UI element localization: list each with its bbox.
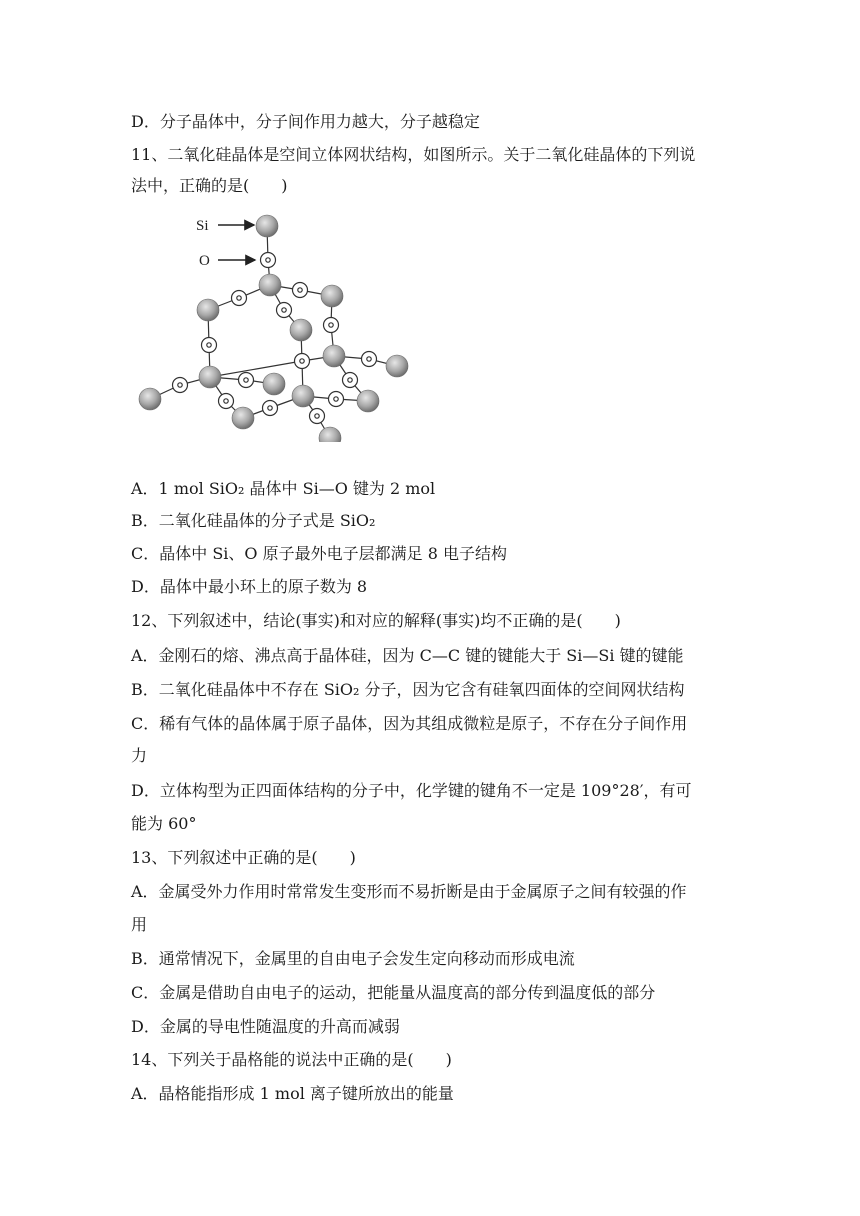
option-10d: D．分子晶体中，分子间作用力越大，分子越稳定: [131, 112, 480, 131]
option-13a: A．金属受外力作用时常常发生变形而不易折断是由于金属原子之间有较强的作: [131, 882, 687, 901]
option-12c-cont: 力: [131, 746, 148, 765]
option-14a: A．晶格能指形成 1 mol 离子键所放出的能量: [131, 1084, 454, 1103]
option-11a: A．1 mol SiO₂ 晶体中 Si—O 键为 2 mol: [131, 479, 436, 498]
option-13b: B．通常情况下，金属里的自由电子会发生定向移动而形成电流: [131, 949, 575, 968]
option-12d-cont: 能为 60°: [131, 814, 197, 833]
question-11-stem: 11、二氧化硅晶体是空间立体网状结构，如图所示。关于二氧化硅晶体的下列说: [131, 145, 696, 164]
o-label: O: [199, 253, 210, 269]
option-11b: B．二氧化硅晶体的分子式是 SiO₂: [131, 511, 376, 530]
option-11d: D．晶体中最小环上的原子数为 8: [131, 577, 368, 596]
question-14-stem: 14、下列关于晶格能的说法中正确的是( ): [131, 1050, 452, 1069]
question-13-stem: 13、下列叙述中正确的是( ): [131, 848, 356, 867]
option-11c: C．晶体中 Si、O 原子最外电子层都满足 8 电子结构: [131, 544, 507, 563]
option-12a: A．金刚石的熔、沸点高于晶体硅，因为 C—C 键的键能大于 Si—Si 键的键能: [131, 646, 684, 665]
option-12d: D．立体构型为正四面体结构的分子中，化学键的键角不一定是 109°28′，有可: [131, 781, 692, 800]
option-13c: C．金属是借助自由电子的运动，把能量从温度高的部分传到温度低的部分: [131, 983, 656, 1002]
option-13a-cont: 用: [131, 915, 148, 934]
option-12b: B．二氧化硅晶体中不存在 SiO₂ 分子，因为它含有硅氧四面体的空间网状结构: [131, 680, 685, 699]
option-13d: D．金属的导电性随温度的升高而减弱: [131, 1017, 400, 1036]
question-11-stem-cont: 法中，正确的是( ): [131, 176, 288, 195]
si-label: Si: [196, 218, 209, 234]
question-12-stem: 12、下列叙述中，结论(事实)和对应的解释(事实)均不正确的是( ): [131, 611, 621, 630]
option-12c: C．稀有气体的晶体属于原子晶体，因为其组成微粒是原子，不存在分子间作用: [131, 714, 688, 733]
sio2-structure-diagram: [134, 210, 419, 442]
